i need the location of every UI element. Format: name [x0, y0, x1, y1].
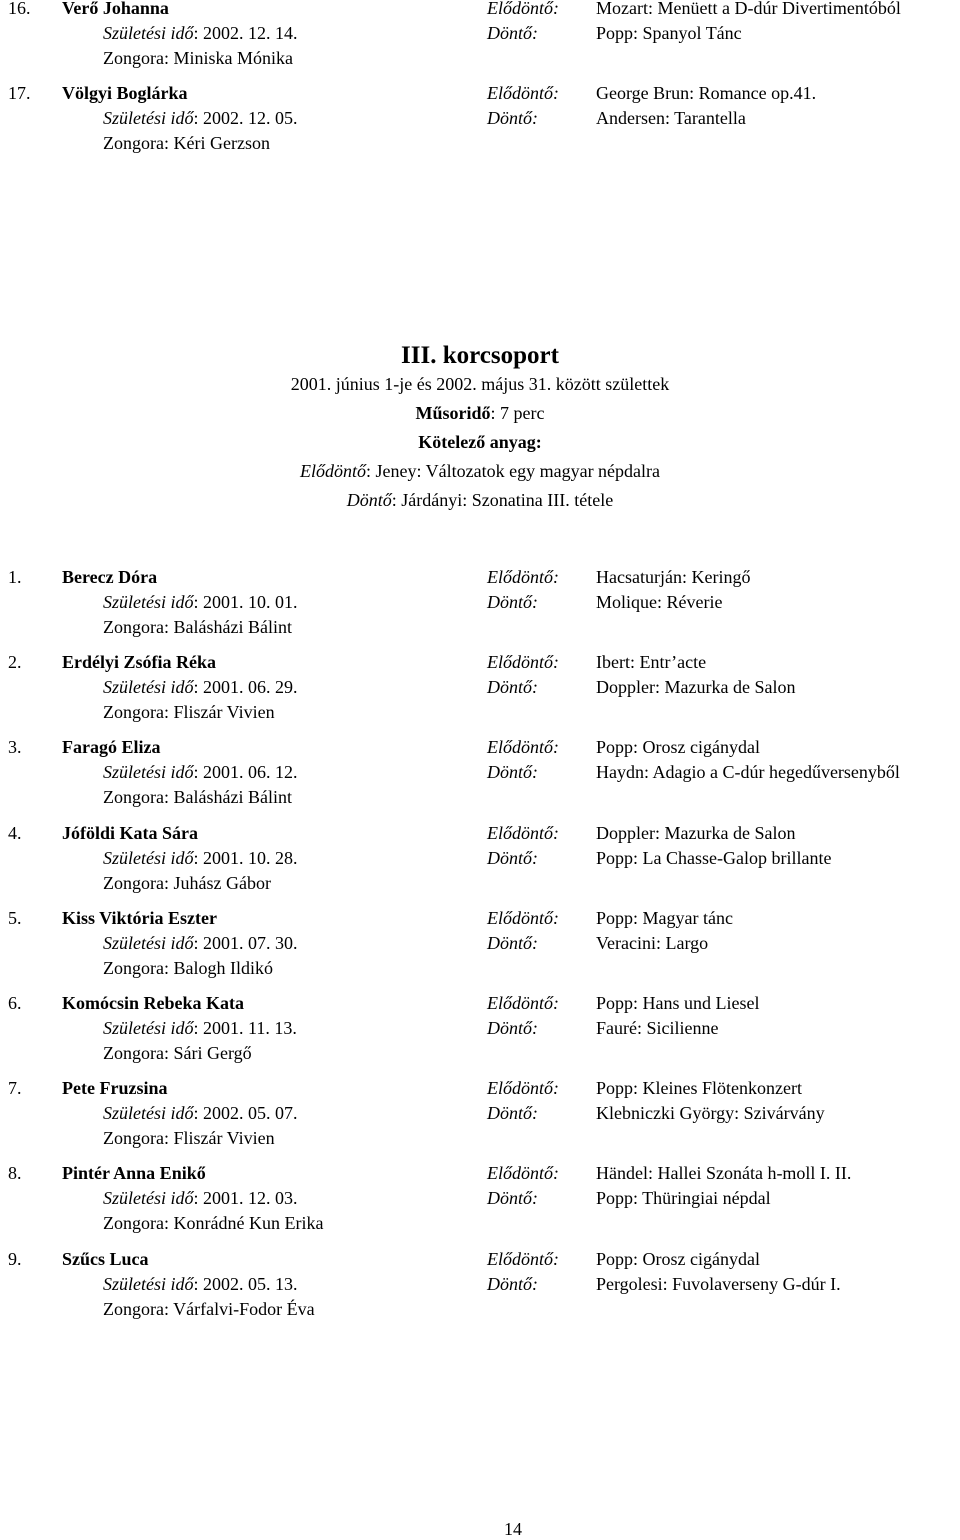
final-label: Döntő — [487, 23, 532, 43]
prelim-label: Elődöntő — [487, 567, 553, 587]
page-number: 14 — [504, 1519, 522, 1539]
birth-date-line: Születési idő: 2001. 07. 30. — [103, 932, 298, 953]
birth-date-label: Születési idő — [103, 677, 194, 698]
birth-date-label: Születési idő — [103, 1103, 194, 1124]
accompanist-line: Zongora: Sári Gergő — [103, 1043, 252, 1063]
final-label: Döntő — [487, 592, 532, 612]
accompanist-label: Zongora — [103, 1128, 164, 1149]
birth-date-line: Születési idő: 2002. 05. 07. — [103, 1103, 298, 1124]
birth-date-value: 2001. 06. 12. — [203, 762, 298, 783]
entry-number: 16. — [8, 0, 31, 18]
accompanist-label: Zongora — [103, 957, 164, 978]
prelim-label: Elődöntő — [487, 993, 553, 1013]
final-label: Döntő — [487, 762, 532, 783]
entry-name: Szűcs Luca — [62, 1248, 149, 1269]
accompanist-name: Várfalvi-Fodor Éva — [173, 1298, 315, 1319]
accompanist-name: Fliszár Vivien — [173, 1128, 275, 1149]
birth-date-value: 2002. 05. 13. — [203, 1273, 298, 1294]
accompanist-line: Zongora: Várfalvi-Fodor Éva — [103, 1298, 315, 1319]
birth-date-label: Születési idő — [103, 1273, 194, 1294]
entry-number: 8. — [8, 1163, 22, 1184]
prelim-label: Elődöntő — [487, 1248, 553, 1269]
final-label: Döntő — [487, 1018, 532, 1038]
prelim-label-line: Elődöntő: — [487, 1163, 559, 1184]
birth-date-label: Születési idő — [103, 592, 194, 612]
prelim-piece: Popp: Hans und Liesel — [596, 993, 760, 1013]
final-label: Döntő — [487, 108, 532, 128]
final-piece: Haydn: Adagio a C-dúr hegedűversenyből — [596, 762, 900, 783]
accompanist-label: Zongora — [103, 702, 164, 723]
final-label: Döntő — [487, 677, 532, 698]
prelim-piece: Mozart: Menüett a D-dúr Divertimentóból — [596, 0, 901, 18]
accompanist-label: Zongora — [103, 133, 164, 153]
duration-line — [0, 400, 960, 426]
prelim-piece: Popp: Magyar tánc — [596, 907, 733, 928]
accompanist-line: Zongora: Fliszár Vivien — [103, 702, 275, 723]
prelim-label: Elődöntő — [487, 652, 553, 673]
entry-number: 5. — [8, 907, 22, 928]
prelim-label: Elődöntő — [487, 907, 553, 928]
final-label: Döntő — [487, 932, 532, 953]
prelim-piece: Popp: Orosz cigánydal — [596, 737, 760, 758]
entry-name: Pete Fruzsina — [62, 1078, 168, 1099]
final-label: Döntő — [487, 1103, 532, 1124]
birth-date-line: Születési idő: 2001. 12. 03. — [103, 1188, 298, 1209]
accompanist-name: Konrádné Kun Erika — [173, 1213, 324, 1234]
birth-date-value: 2001. 06. 29. — [203, 677, 298, 698]
final-piece: Popp: La Chasse-Galop brillante — [596, 847, 832, 868]
birth-date-value: 2002. 05. 07. — [203, 1103, 298, 1124]
accompanist-name: Balásházi Bálint — [173, 787, 292, 808]
accompanist-name: Kéri Gerzson — [173, 133, 270, 153]
final-label-line: Döntő: — [487, 847, 538, 868]
entry-number: 1. — [8, 567, 22, 587]
birth-date-value: 2002. 12. 14. — [203, 23, 298, 43]
entry-number: 3. — [8, 737, 22, 758]
accompanist-line: Zongora: Miniska Mónika — [103, 48, 293, 68]
final-piece: Popp: Thüringiai népdal — [596, 1188, 771, 1209]
prelim-label-line: Elődöntő: — [487, 652, 559, 673]
final-label-line: Döntő: — [487, 762, 538, 783]
prelim-label-line: Elődöntő: — [487, 83, 559, 103]
birth-date-value: 2001. 10. 01. — [203, 592, 298, 612]
birth-date-label: Születési idő — [103, 108, 194, 128]
birth-date-value: 2001. 07. 30. — [203, 932, 298, 953]
final-label-line: Döntő: — [487, 932, 538, 953]
section-dates: 2001. június 1-je és 2002. május 31. között születtek — [290, 374, 670, 394]
final-label-line: Döntő: — [487, 23, 538, 43]
prelim-label: Elődöntő — [487, 0, 553, 18]
accompanist-name: Sári Gergő — [173, 1043, 252, 1063]
entry-name: Faragó Eliza — [62, 737, 161, 758]
prelim-label: Elődöntő — [487, 737, 553, 758]
birth-date-value: 2001. 10. 28. — [203, 847, 298, 868]
entry-name: Jóföldi Kata Sára — [62, 822, 199, 843]
accompanist-name: Balogh Ildikó — [173, 957, 273, 978]
birth-date-label: Születési idő — [103, 1188, 194, 1209]
prelim-label-line: Elődöntő: — [487, 993, 559, 1013]
required-final-label: Döntő — [346, 490, 392, 510]
prelim-label-line: Elődöntő: — [487, 1078, 559, 1099]
accompanist-line: Zongora: Kéri Gerzson — [103, 133, 270, 153]
entry-name: Pintér Anna Enikő — [62, 1163, 206, 1184]
final-piece: Veracini: Largo — [596, 932, 709, 953]
final-label-line: Döntő: — [487, 1273, 538, 1294]
accompanist-line: Zongora: Fliszár Vivien — [103, 1128, 275, 1149]
section-header — [0, 343, 960, 513]
duration-label: Műsoridő — [415, 403, 491, 423]
required-prelim-value: : Jeney: Változatok egy magyar népdalra — [365, 461, 661, 481]
final-piece: Klebniczki György: Szivárvány — [596, 1103, 825, 1124]
accompanist-line: Zongora: Juhász Gábor — [103, 872, 271, 893]
prelim-label: Elődöntő — [487, 1078, 553, 1099]
birth-date-label: Születési idő — [103, 932, 194, 953]
prelim-label-line: Elődöntő: — [487, 567, 559, 587]
required-final-line — [0, 487, 960, 513]
section-title: III. korcsoport — [401, 342, 559, 369]
entry-name: Erdélyi Zsófia Réka — [62, 652, 217, 673]
entry-number: 2. — [8, 652, 22, 673]
entry-name: Völgyi Boglárka — [62, 83, 188, 103]
entry-number: 4. — [8, 822, 22, 843]
birth-date-value: 2001. 12. 03. — [203, 1188, 298, 1209]
entry-name: Berecz Dóra — [62, 567, 158, 587]
final-label-line: Döntő: — [487, 592, 538, 612]
birth-date-line: Születési idő: 2002. 12. 05. — [103, 108, 298, 128]
final-label: Döntő — [487, 1188, 532, 1209]
final-label-line: Döntő: — [487, 1018, 538, 1038]
final-label-line: Döntő: — [487, 108, 538, 128]
prelim-label-line: Elődöntő: — [487, 737, 559, 758]
final-piece: Fauré: Sicilienne — [596, 1018, 719, 1038]
accompanist-line: Zongora: Balásházi Bálint — [103, 617, 292, 637]
entry-name: Kiss Viktória Eszter — [62, 907, 217, 928]
prelim-label-line: Elődöntő: — [487, 0, 559, 18]
entry-number: 9. — [8, 1248, 22, 1269]
entry-number: 17. — [8, 83, 31, 103]
final-label: Döntő — [487, 847, 532, 868]
entry-number: 6. — [8, 993, 22, 1013]
accompanist-name: Miniska Mónika — [173, 48, 293, 68]
birth-date-value: 2002. 12. 05. — [203, 108, 298, 128]
accompanist-line: Zongora: Balogh Ildikó — [103, 957, 273, 978]
final-piece: Doppler: Mazurka de Salon — [596, 677, 796, 698]
prelim-piece: Popp: Kleines Flötenkonzert — [596, 1078, 802, 1099]
birth-date-line: Születési idő: 2001. 10. 28. — [103, 847, 298, 868]
final-label: Döntő — [487, 1273, 532, 1294]
birth-date-value: 2001. 11. 13. — [203, 1018, 297, 1038]
birth-date-line: Születési idő: 2002. 12. 14. — [103, 23, 298, 43]
prelim-piece: Ibert: Entr’acte — [596, 652, 707, 673]
prelim-piece: Händel: Hallei Szonáta h-moll I. II. — [596, 1163, 852, 1184]
prelim-piece: George Brun: Romance op.41. — [596, 83, 817, 103]
prelim-label-line: Elődöntő: — [487, 907, 559, 928]
birth-date-line: Születési idő: 2001. 10. 01. — [103, 592, 298, 612]
required-prelim-line — [0, 458, 960, 484]
prelim-label-line: Elődöntő: — [487, 822, 559, 843]
prelim-label-line: Elődöntő: — [487, 1248, 559, 1269]
accompanist-label: Zongora — [103, 48, 164, 68]
prelim-label: Elődöntő — [487, 83, 553, 103]
birth-date-label: Születési idő — [103, 23, 194, 43]
prelim-label: Elődöntő — [487, 822, 553, 843]
birth-date-label: Születési idő — [103, 1018, 194, 1038]
prelim-piece: Hacsaturján: Keringő — [596, 567, 751, 587]
birth-date-label: Születési idő — [103, 762, 194, 783]
prelim-label: Elődöntő — [487, 1163, 553, 1184]
prelim-piece: Popp: Orosz cigánydal — [596, 1248, 760, 1269]
accompanist-label: Zongora — [103, 787, 164, 808]
accompanist-label: Zongora — [103, 1043, 164, 1063]
required-final-value: : Járdányi: Szonatina III. tétele — [391, 490, 614, 510]
prelim-piece: Doppler: Mazurka de Salon — [596, 822, 796, 843]
accompanist-name: Balásházi Bálint — [173, 617, 292, 637]
birth-date-label: Születési idő — [103, 847, 194, 868]
accompanist-line: Zongora: Balásházi Bálint — [103, 787, 292, 808]
entry-name: Komócsin Rebeka Kata — [62, 993, 244, 1013]
accompanist-name: Fliszár Vivien — [173, 702, 275, 723]
accompanist-line: Zongora: Konrádné Kun Erika — [103, 1213, 324, 1234]
entry-number: 7. — [8, 1078, 22, 1099]
accompanist-label: Zongora — [103, 872, 164, 893]
required-label: Kötelező anyag: — [418, 432, 542, 452]
birth-date-line: Születési idő: 2001. 06. 12. — [103, 762, 298, 783]
final-label-line: Döntő: — [487, 1103, 538, 1124]
final-piece: Popp: Spanyol Tánc — [596, 23, 742, 43]
final-piece: Pergolesi: Fuvolaverseny G-dúr I. — [596, 1273, 841, 1294]
final-label-line: Döntő: — [487, 677, 538, 698]
entry-name: Verő Johanna — [62, 0, 169, 18]
accompanist-label: Zongora — [103, 617, 164, 637]
final-piece: Andersen: Tarantella — [596, 108, 746, 128]
accompanist-label: Zongora — [103, 1213, 164, 1234]
birth-date-line: Születési idő: 2002. 05. 13. — [103, 1273, 298, 1294]
required-prelim-label: Elődöntő — [299, 461, 366, 481]
final-label-line: Döntő: — [487, 1188, 538, 1209]
birth-date-line: Születési idő: 2001. 06. 29. — [103, 677, 298, 698]
final-piece: Molique: Réverie — [596, 592, 723, 612]
accompanist-name: Juhász Gábor — [173, 872, 271, 893]
birth-date-line: Születési idő: 2001. 11. 13. — [103, 1018, 297, 1038]
accompanist-label: Zongora — [103, 1298, 164, 1319]
duration-value: : 7 perc — [490, 403, 545, 423]
